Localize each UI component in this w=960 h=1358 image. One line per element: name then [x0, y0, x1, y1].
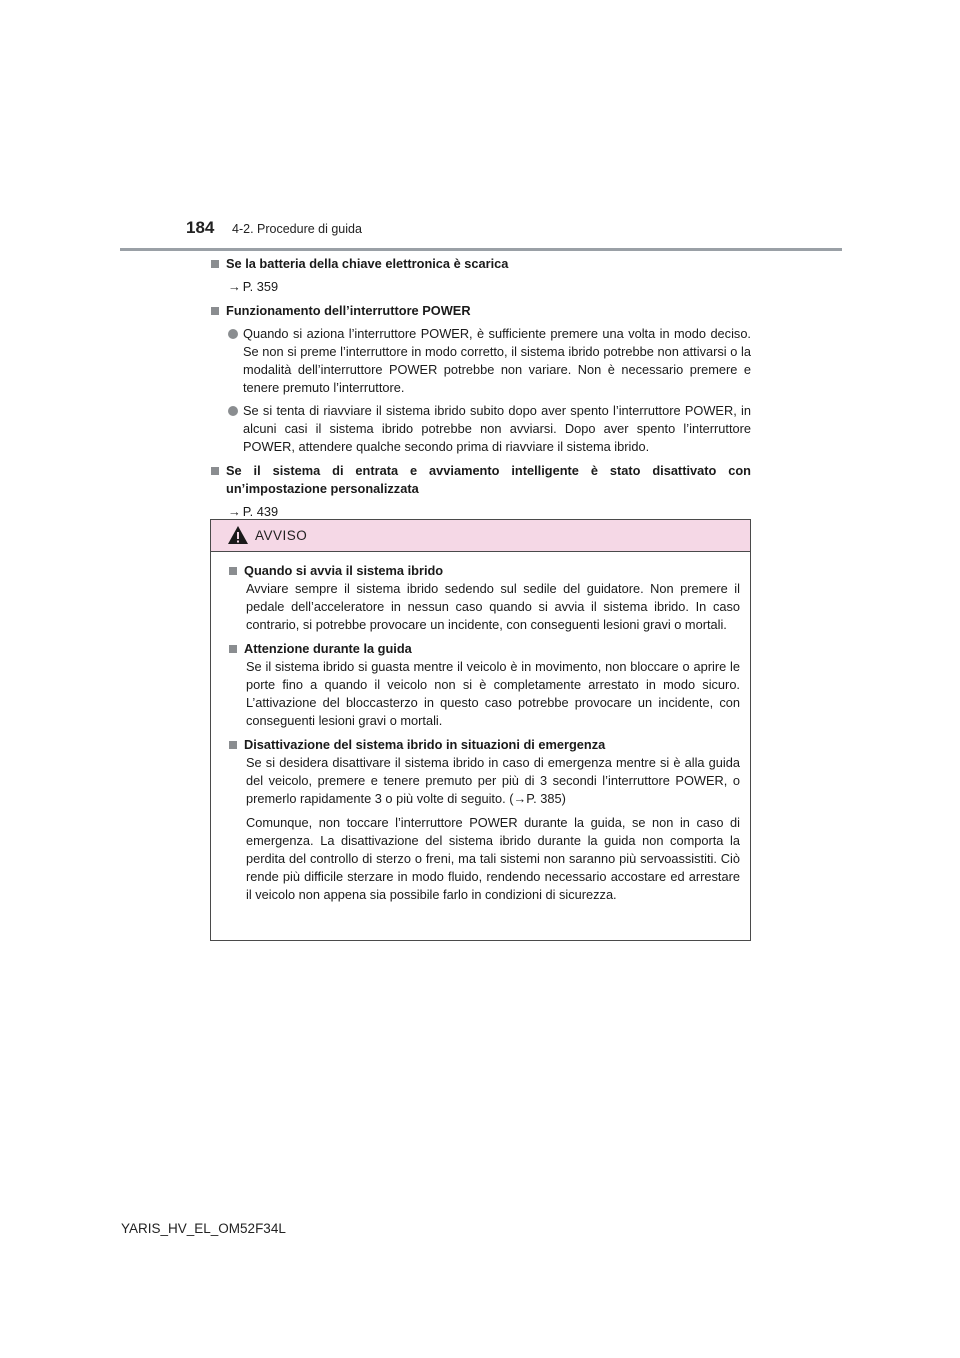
warning-paragraph: Se si desidera disattivare il sistema ibrido in caso di emergenza mentre si è alla guida del veicolo, premere e tenere premuto per più di 3 secondi l’interruttore POWER, o premerlo rapidamente 3 o più volte di seguito. (→P. 385): [246, 755, 740, 806]
warning-body: [229, 562, 740, 904]
warning-heading-driving: Attenzione durante la guida: [229, 640, 740, 658]
smart-entry-reference[interactable]: → P. 439: [228, 504, 279, 519]
page-header: [120, 218, 842, 251]
square-bullet-icon: [229, 645, 237, 653]
smart-entry-heading: Se il sistema di entrata e avviamento intelligente è stato disattivato con un’impostazione personalizzata: [211, 462, 751, 498]
square-bullet-icon: [211, 260, 219, 268]
square-bullet-icon: [211, 307, 219, 315]
battery-reference[interactable]: → P. 359: [228, 279, 279, 294]
document-code: YARIS_HV_EL_OM52F34L: [121, 1221, 286, 1236]
square-bullet-icon: [211, 467, 219, 475]
warning-triangle-icon: [227, 525, 249, 545]
warning-header: [211, 520, 750, 552]
battery-heading: Se la batteria della chiave elettronica è scarica: [211, 255, 751, 273]
main-content: [211, 255, 751, 521]
arrow-right-icon: →: [228, 279, 241, 294]
warning-paragraph: Comunque, non toccare l’interruttore POWER durante la guida, se non in caso di emergenza. La disattivazione del sistema ibrido durante la guida non comporta la perdita del controllo di sterzo o freni, ma tali sistemi non saranno più servoassistiti. Ciò rende più difficile sterzare in modo fluido, rendendo necessario accostare ed arrestare il veicolo non appena sia possibile farlo in condizioni di sicurezza.: [246, 815, 740, 902]
warning-heading-start: Quando si avvia il sistema ibrido: [229, 562, 740, 580]
power-switch-heading: Funzionamento dell’interruttore POWER: [211, 302, 751, 320]
warning-box: [210, 519, 751, 941]
circle-bullet-icon: [228, 329, 238, 339]
power-bullet-item: Se si tenta di riavviare il sistema ibrido subito dopo aver spento l’interruttore POWER, in alcuni casi il sistema ibrido potrebbe non avviarsi. Dopo aver spento l’interruttore POWER, attendere qualche secondo prima di riavviare il sistema ibrido.: [211, 402, 751, 456]
power-bullet-item: Quando si aziona l’interruttore POWER, è sufficiente premere una volta in modo deciso. Se non si preme l’interruttore in modo corretto, il sistema ibrido potrebbe non attivarsi o la modalità dell’interruttore POWER potrebbe non variare. Non è necessario premere e tenere premuto l’interruttore.: [211, 325, 751, 397]
arrow-right-icon: →: [228, 504, 241, 519]
warning-paragraph: Avviare sempre il sistema ibrido sedendo sul sedile del guidatore. Non premere il pedale dell’acceleratore in nessun caso quando si avvia il sistema ibrido. In caso contrario, si potrebbe provocare un incidente, con conseguenti lesioni gravi o mortali.: [246, 581, 740, 632]
warning-paragraph: Se il sistema ibrido si guasta mentre il veicolo è in movimento, non bloccare o aprire le porte fino a quando il veicolo non si è completamente arrestato in modo sicuro. L’attivazione del bloccasterzo in questo caso potrebbe provocare un incidente, con conseguenti lesioni gravi o mortali.: [246, 659, 740, 728]
section-title: 4-2. Procedure di guida: [232, 222, 362, 236]
warning-label: AVVISO: [255, 528, 308, 543]
warning-heading-emergency: Disattivazione del sistema ibrido in situazioni di emergenza: [229, 736, 740, 754]
page-number: 184: [186, 218, 215, 237]
square-bullet-icon: [229, 567, 237, 575]
circle-bullet-icon: [228, 406, 238, 416]
square-bullet-icon: [229, 741, 237, 749]
